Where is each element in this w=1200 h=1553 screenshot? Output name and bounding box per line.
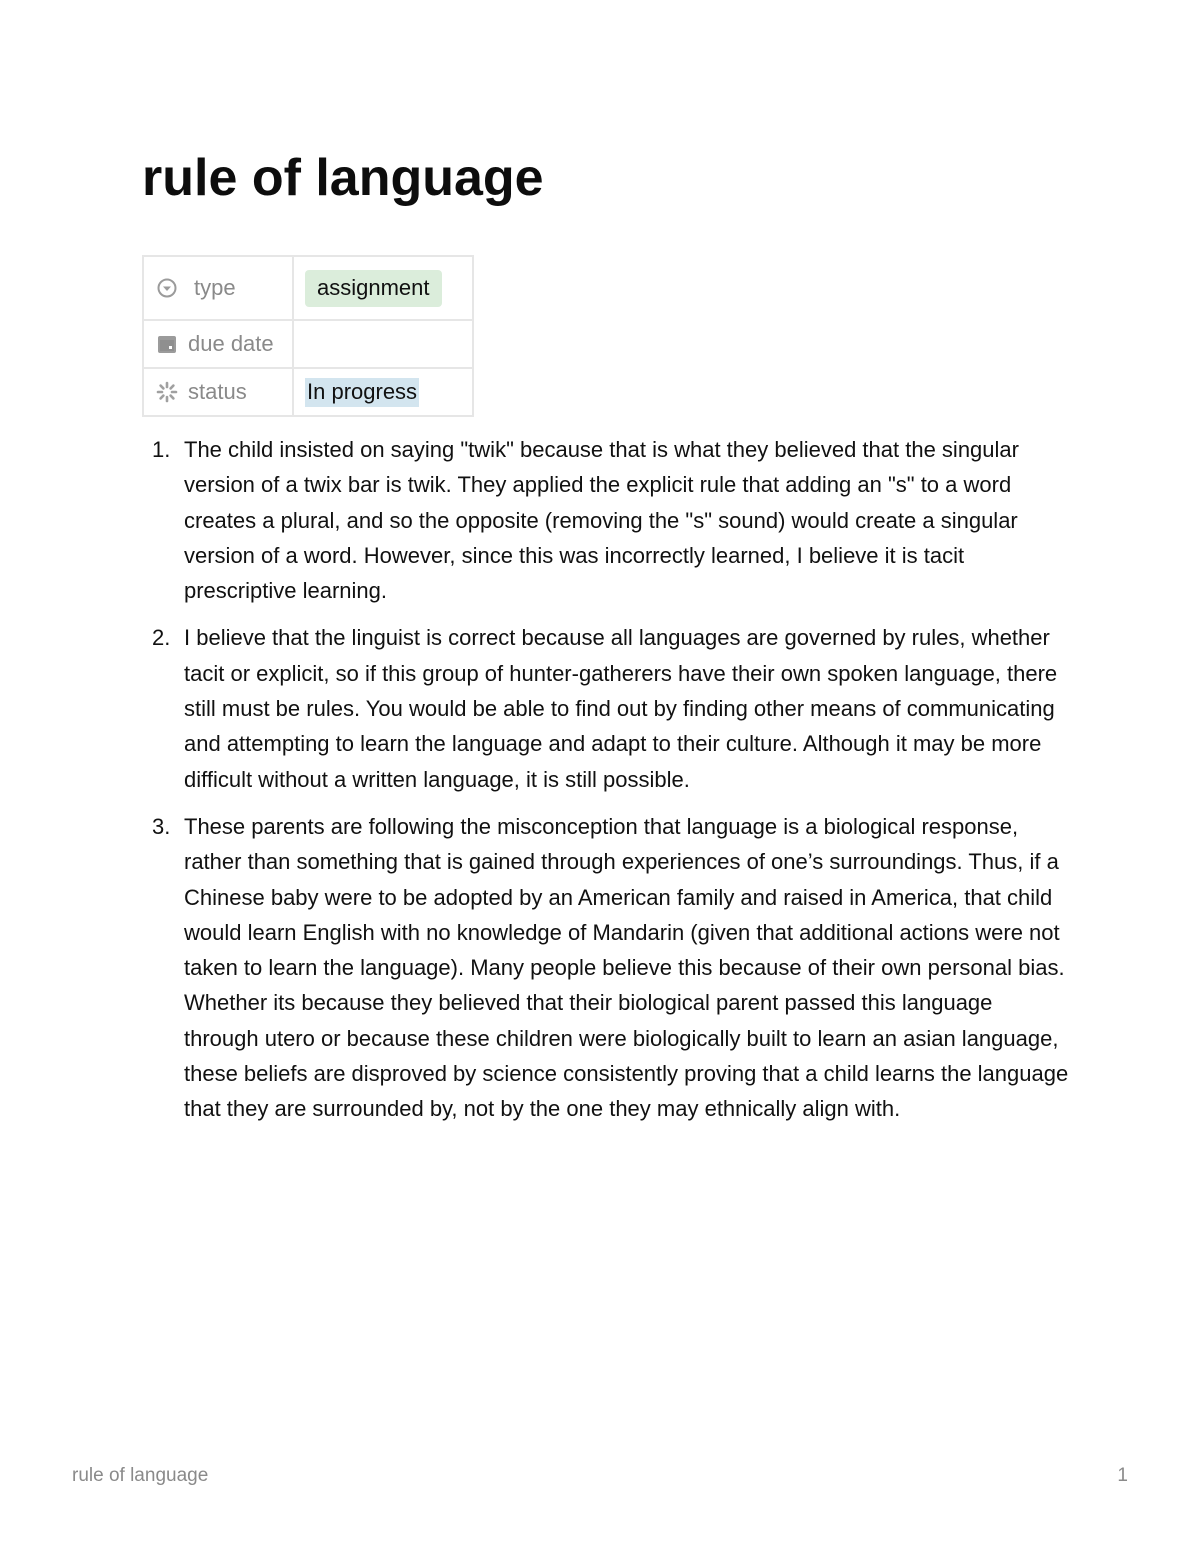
- list-item-number: 2.: [152, 625, 171, 651]
- property-key-type: [143, 256, 293, 320]
- list-item-number: 1.: [152, 437, 171, 462]
- page-title: rule of language: [142, 149, 544, 207]
- list-item-text: I believe that the linguist is correct because all languages are governed by rules, whether tacit or explicit, so if this group of hunter-gatherers have their own spoken language, there still must be rules. You would be able to find out by finding other means of communicating and attempting to learn the language and adapt to their culture. Although it may be more difficult without a written language, it is still possible.: [184, 625, 1058, 792]
- list-item: [142, 620, 1072, 796]
- footer-title: rule of language: [72, 1465, 209, 1486]
- status-tag: In progress: [305, 378, 419, 407]
- property-label-type: type: [194, 275, 236, 300]
- list-item-text: The child insisted on saying "twik" because that is what they believed that the singular version of a twix bar is twik. They applied the explicit rule that adding an "s" to a word creates a plural, and so the opposite (removing the "s" sound) would create a singular version of a word. However, since this was incorrectly learned, I believe it is tacit prescriptive learning.: [184, 437, 1019, 604]
- answer-list: [142, 432, 1072, 1139]
- status-spinner-icon: [156, 381, 178, 403]
- type-tag: assignment: [305, 270, 442, 307]
- property-value-status[interactable]: [293, 368, 473, 416]
- property-row-type: [143, 256, 473, 320]
- property-value-due-date[interactable]: [293, 320, 473, 368]
- properties-table: [142, 255, 474, 417]
- property-label-due-date: due date: [188, 331, 274, 356]
- property-row-due-date: [143, 320, 473, 368]
- list-item: [142, 432, 1072, 608]
- select-icon: [156, 277, 178, 299]
- list-item-text: These parents are following the misconception that language is a biological response, rather than something that is gained through experiences of one’s surroundings. Thus, if a Chinese baby were to be adopted by an American family and raised in America, that child would learn English with no knowledge of Mandarin (given that additional actions were not taken to learn the language). Many people believe this because of their own personal bias. Whether its because they believed that their biological parent passed this language through utero or because these children were biologically built to learn an asian language, these beliefs are disproved by science consistently proving that a child learns the language that they are surrounded by, not by the one they may ethnically align with.: [184, 813, 1069, 1122]
- calendar-icon: [156, 333, 178, 355]
- property-row-status: [143, 368, 473, 416]
- property-value-type[interactable]: [293, 256, 473, 320]
- property-label-status: status: [188, 379, 247, 404]
- list-item-number: 3.: [152, 813, 171, 839]
- list-item: [142, 809, 1072, 1127]
- property-key-due-date: [143, 320, 293, 368]
- property-key-status: [143, 368, 293, 416]
- page-number: 1: [1117, 1465, 1128, 1486]
